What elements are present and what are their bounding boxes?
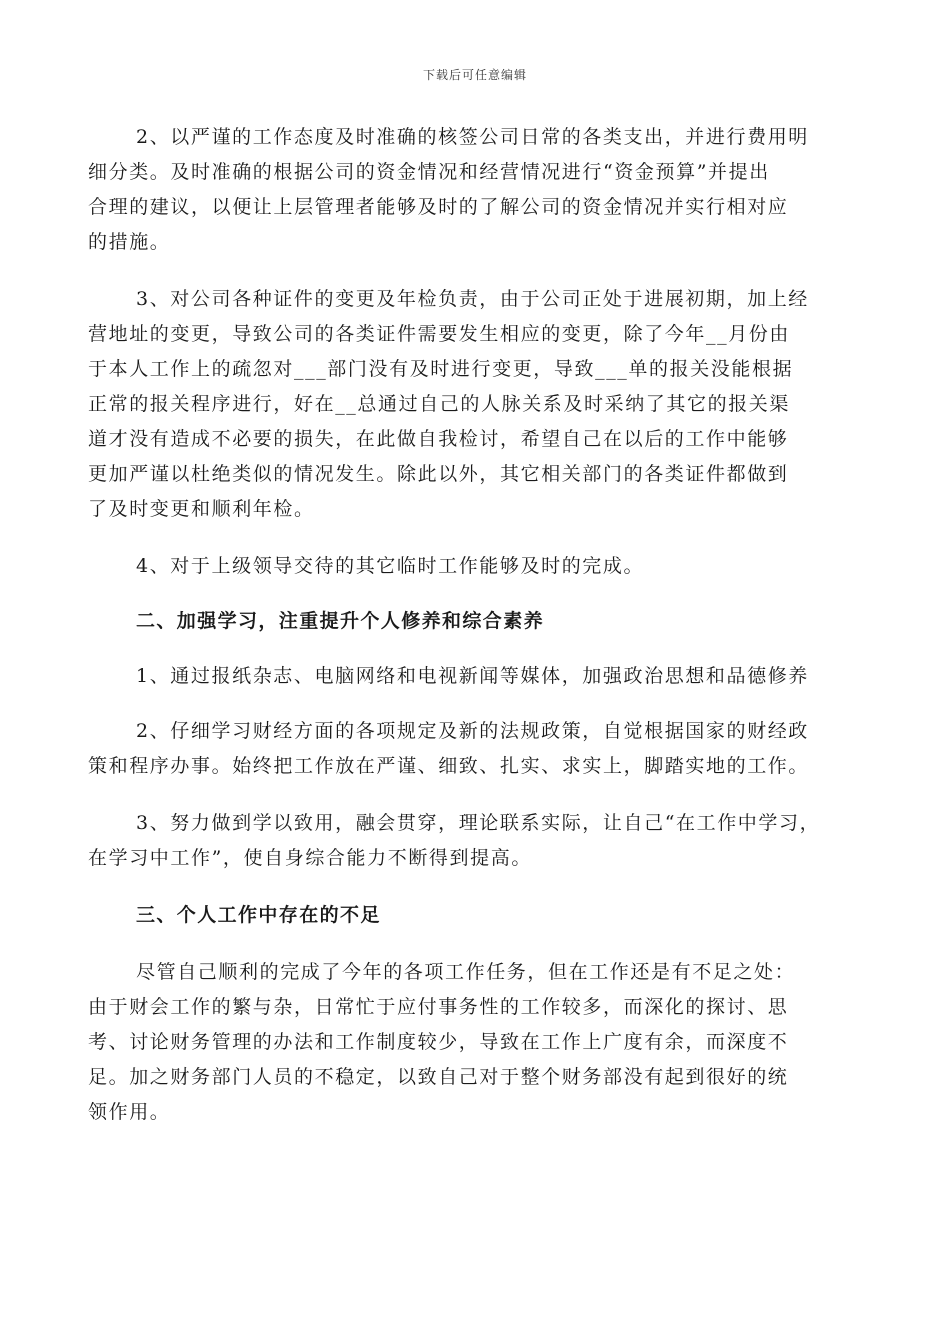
paragraph-finance-rules bbox=[88, 714, 868, 784]
paragraph-apply-learning bbox=[88, 806, 868, 876]
paragraph-line: 营地址的变更，导致公司的各类证件需要发生相应的变更，除了今年__月份由 bbox=[88, 323, 791, 345]
paragraph-line: 2、仔细学习财经方面的各项规定及新的法规政策，自觉根据国家的财经政 bbox=[136, 720, 809, 742]
paragraph-line: 考、讨论财务管理的办法和工作制度较少，导致在工作上广度有余，而深度不 bbox=[88, 1031, 789, 1053]
paragraph-line: 4、对于上级领导交待的其它临时工作能够及时的完成。 bbox=[136, 555, 645, 577]
paragraph-line: 1、通过报纸杂志、电脑网络和电视新闻等媒体，加强政治思想和品德修养 bbox=[136, 665, 809, 687]
page-header: 下载后可任意编辑 bbox=[422, 68, 527, 82]
section-heading-shortcomings bbox=[88, 898, 868, 933]
section-heading: 二、加强学习，注重提升个人修养和综合素养 bbox=[136, 610, 545, 632]
paragraph-line: 尽管自己顺利的完成了今年的各项工作任务，但在工作还是有不足之处： bbox=[136, 961, 796, 983]
paragraph-line: 道才没有造成不必要的损失，在此做自我检讨，希望自己在以后的工作中能够 bbox=[88, 428, 789, 450]
paragraph-line: 策和程序办事。始终把工作放在严谨、细致、扎实、求实上，脚踏实地的工作。 bbox=[88, 755, 810, 777]
paragraph-line: 正常的报关程序进行，好在__总通过自己的人脉关系及时采纳了其它的报关渠 bbox=[88, 393, 791, 415]
paragraph-line: 由于财会工作的繁与杂，日常忙于应付事务性的工作较多，而深化的探讨、思 bbox=[88, 996, 789, 1018]
paragraph-line: 更加严谨以杜绝类似的情况发生。除此以外，其它相关部门的各类证件都做到 bbox=[88, 463, 789, 485]
section-heading: 三、个人工作中存在的不足 bbox=[136, 904, 381, 926]
paragraph-line: 3、对公司各种证件的变更及年检负责，由于公司正处于进展初期，加上经 bbox=[136, 288, 809, 310]
paragraph-line: 细分类。及时准确的根据公司的资金情况和经营情况进行“资金预算”并提出 bbox=[88, 161, 770, 183]
paragraph-line: 了及时变更和顺利年检。 bbox=[88, 498, 315, 520]
paragraph-temporary-work bbox=[88, 549, 868, 584]
paragraph-media-study bbox=[88, 659, 868, 694]
paragraph-line: 3、努力做到学以致用，融会贯穿，理论联系实际，让自己“在工作中学习， bbox=[136, 812, 821, 834]
paragraph-line: 2、以严谨的工作态度及时准确的核签公司日常的各类支出，并进行费用明 bbox=[136, 126, 809, 148]
paragraph-expense-check bbox=[88, 120, 868, 260]
paragraph-line: 在学习中工作”，使自身综合能力不断得到提高。 bbox=[88, 847, 532, 869]
paragraph-line: 的措施。 bbox=[88, 231, 171, 253]
paragraph-line: 领作用。 bbox=[88, 1101, 171, 1123]
paragraph-certificates bbox=[88, 282, 868, 527]
paragraph-line: 于本人工作上的疏忽对___部门没有及时进行变更，导致___单的报关没能根据 bbox=[88, 358, 794, 380]
section-heading-study bbox=[88, 604, 868, 639]
paragraph-line: 合理的建议，以便让上层管理者能够及时的了解公司的资金情况并实行相对应 bbox=[88, 196, 789, 218]
paragraph-line: 足。加之财务部门人员的不稳定，以致自己对于整个财务部没有起到很好的统 bbox=[88, 1066, 789, 1088]
document-body bbox=[88, 120, 868, 1130]
paragraph-shortcomings bbox=[88, 955, 868, 1130]
